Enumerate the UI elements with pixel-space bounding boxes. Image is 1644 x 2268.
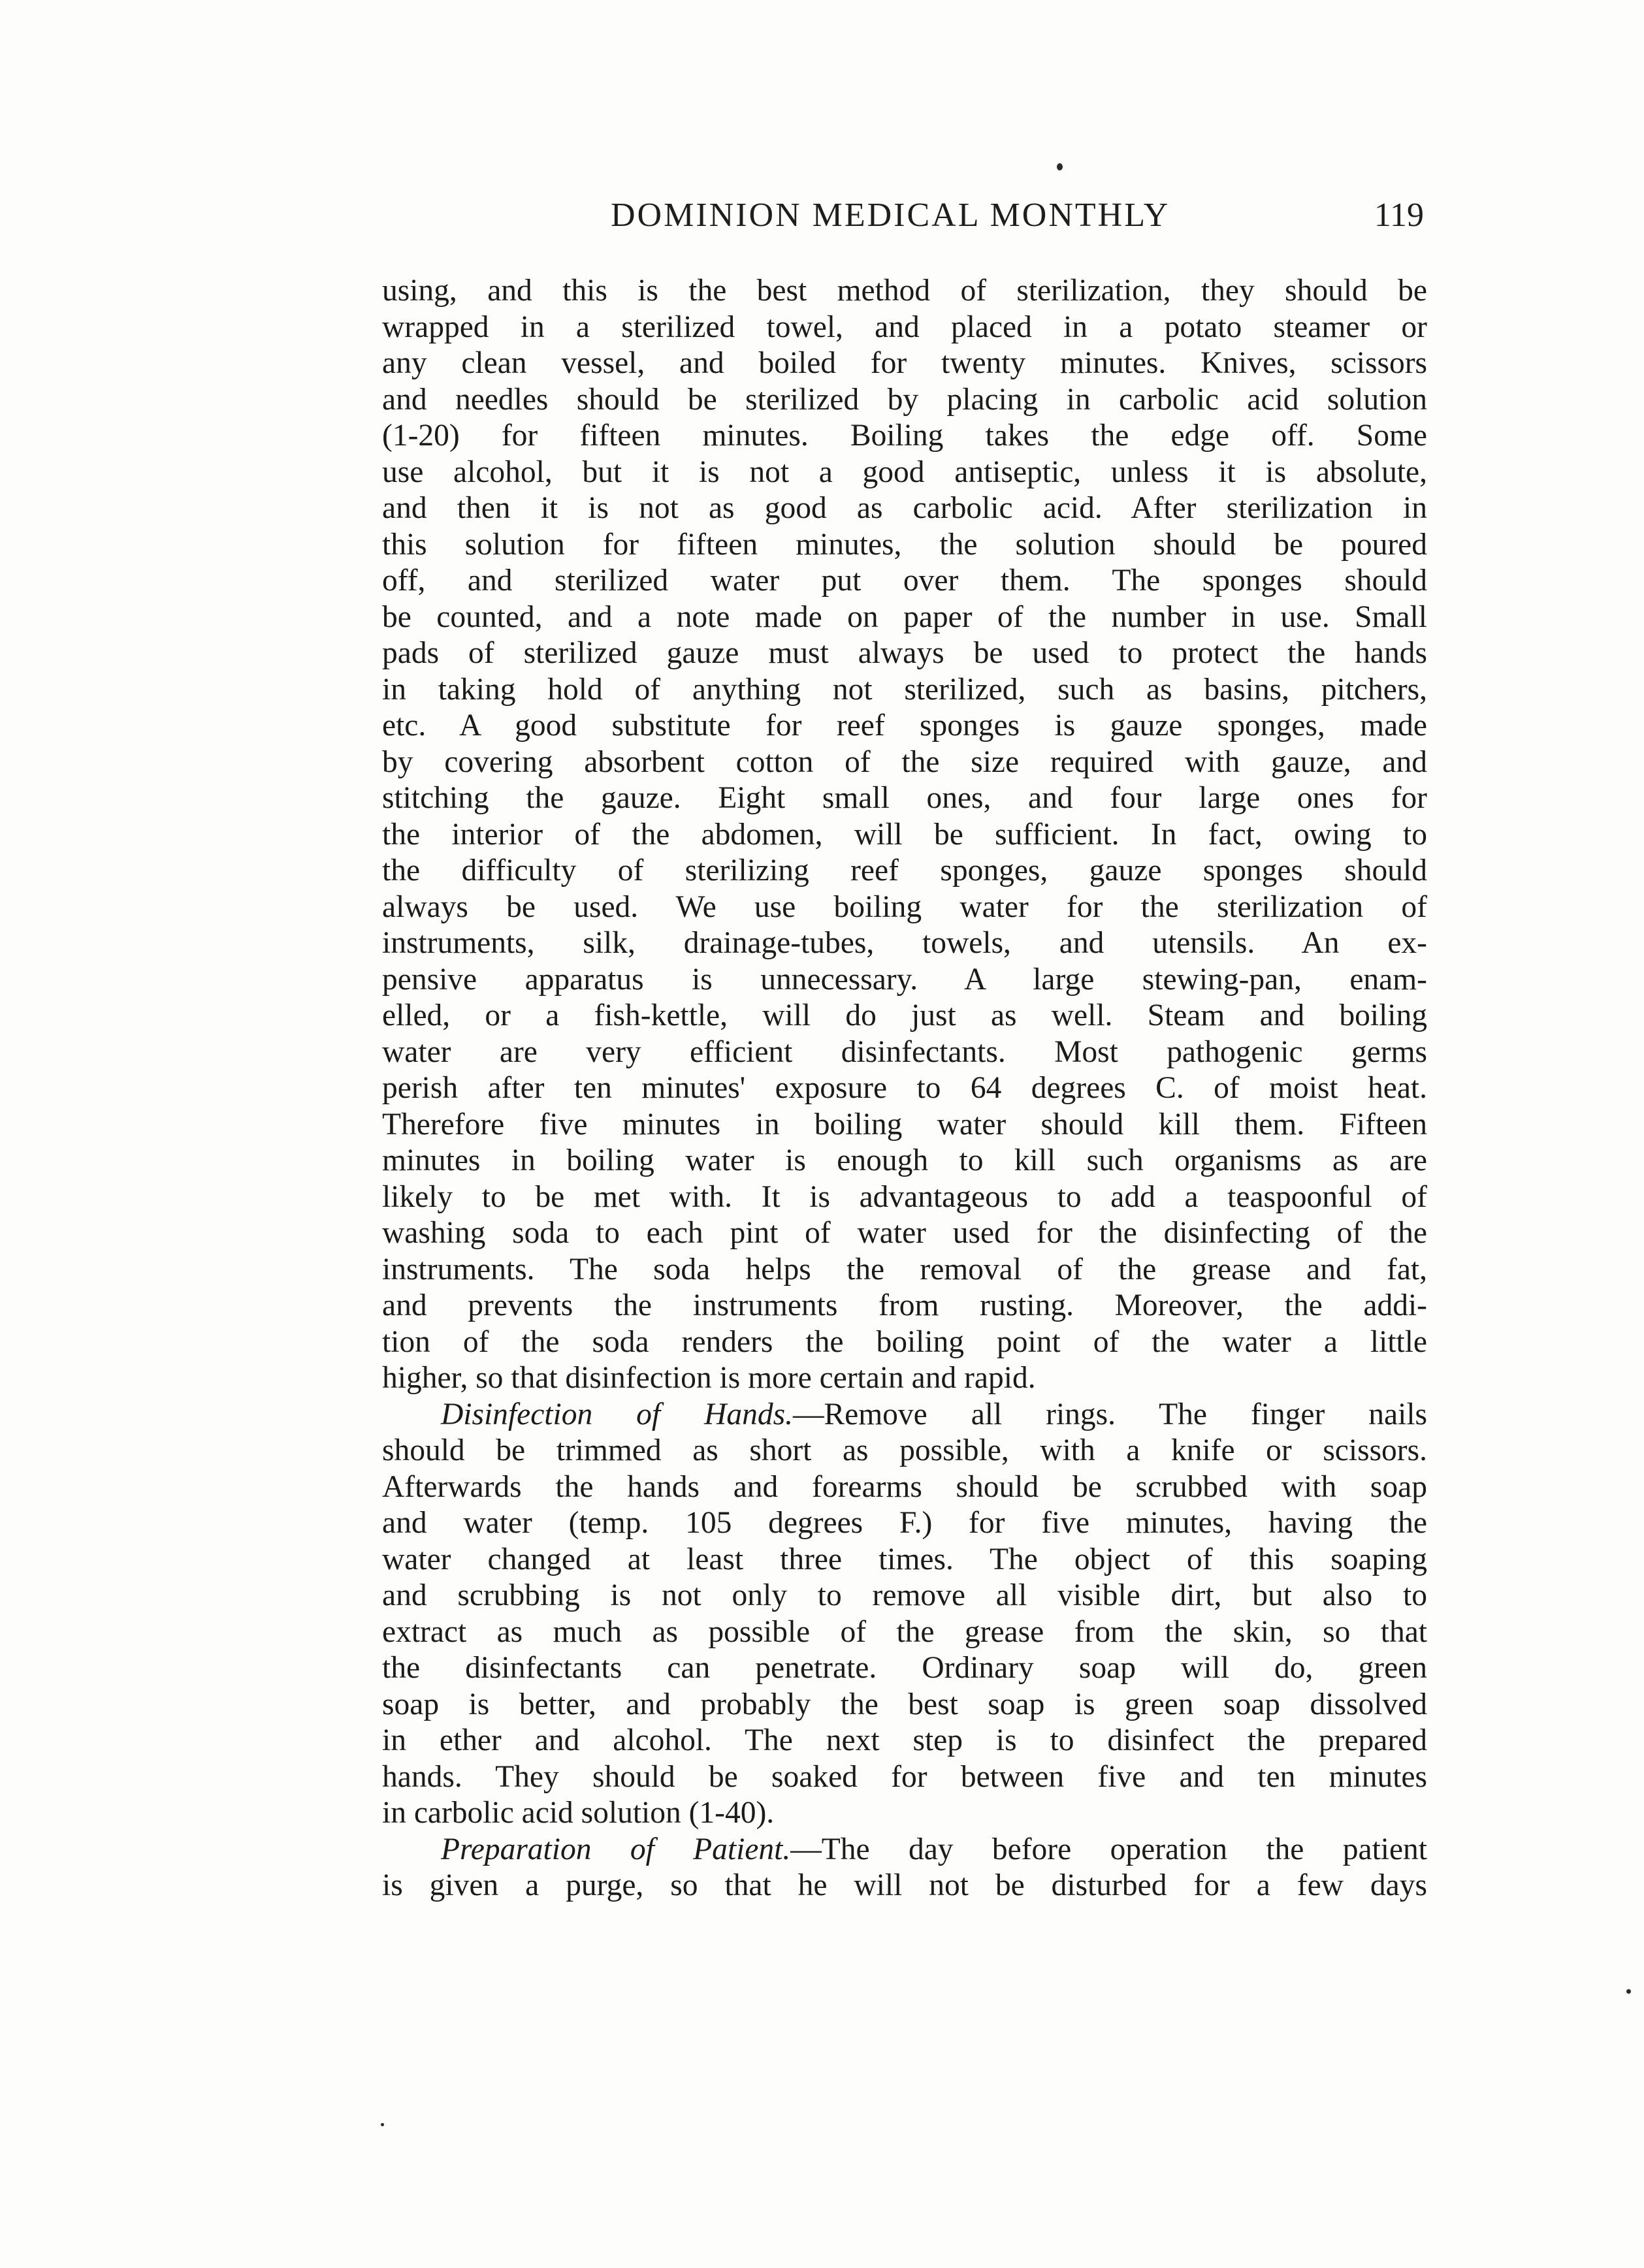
page-number: 119 [1374,197,1424,234]
text-line-content: hands. They should be soaked for between five and ten minutes [382,1759,1427,1794]
text-line-content: is given a purge, so that he will not be disturbed for a few days [382,1868,1427,1902]
text-line-content: etc. A good substitute for reef sponges is gauze sponges, made [382,709,1427,743]
text-line-content: —The day before operation the patient [790,1832,1427,1866]
text-line [382,853,1427,889]
text-line-content: and prevents the instruments from rusting. Moreover, the addi- [382,1288,1427,1322]
section-heading: Disinfection of Hands. [441,1397,793,1431]
text-line [382,1469,1427,1506]
text-line-content: pensive apparatus is unnecessary. A large stewing-pan, enam- [382,962,1427,997]
text-line [382,1070,1427,1107]
text-line-content: likely to be met with. It is advantageous to add a teaspoonful of [382,1179,1427,1214]
text-line-content: using, and this is the best method of sterilization, they should be [382,274,1427,308]
text-line [382,1360,1427,1397]
text-line-content: (1-20) for fifteen minutes. Boiling takes the edge off. Some [382,419,1427,453]
text-line [382,1107,1427,1143]
text-line [382,345,1427,382]
text-line-content: higher, so that disinfection is more certain and rapid. [382,1361,1036,1395]
text-line-content: wrapped in a sterilized towel, and placed in a potato steamer or [382,310,1427,344]
text-line-content: stitching the gauze. Eight small ones, and four large ones for [382,781,1427,815]
text-line [382,780,1427,817]
text-line-content: in carbolic acid solution (1-40). [382,1796,775,1830]
text-line-content: and water (temp. 105 degrees F.) for five minutes, having the [382,1506,1427,1540]
text-line [382,1034,1427,1071]
text-line [382,1723,1427,1759]
text-line-content: in taking hold of anything not sterilized, such as basins, pitchers, [382,672,1427,707]
text-line [382,817,1427,854]
text-line [382,1288,1427,1324]
text-line [382,962,1427,998]
text-line [382,490,1427,527]
ink-speck-right [1626,1989,1631,1994]
text-line-content: elled, or a fish-kettle, will do just as well. Steam and boiling [382,998,1427,1032]
text-line-content: tion of the soda renders the boiling point of the water a little [382,1324,1427,1359]
text-line-content: Afterwards the hands and forearms should be scrubbed with soap [382,1469,1427,1504]
text-line [382,527,1427,564]
text-line-content: and scrubbing is not only to remove all visible dirt, but also to [382,1578,1427,1612]
text-line-content: use alcohol, but it is not a good antiseptic, unless it is absolute, [382,455,1427,489]
text-line-content: instruments, silk, drainage-tubes, towels, and utensils. An ex- [382,926,1427,960]
text-line [382,672,1427,709]
text-line [382,599,1427,636]
text-line [382,635,1427,672]
ink-speck-top [1057,163,1063,170]
text-line-content: Therefore five minutes in boiling water should kill them. Fifteen [382,1107,1427,1142]
text-line-content: should be trimmed as short as possible, with a knife or scissors. [382,1433,1427,1467]
text-line-content: soap is better, and probably the best soap is green soap dissolved [382,1687,1427,1721]
ink-speck-bottom-left [381,2123,384,2126]
text-line-content: water are very efficient disinfectants. Most pathogenic germs [382,1034,1427,1069]
text-line-content: washing soda to each pint of water used for the disinfecting of the [382,1216,1427,1250]
text-line [382,1650,1427,1687]
section-heading: Preparation of Patient. [441,1832,791,1866]
text-line-content: minutes in boiling water is enough to kill such organisms as are [382,1143,1427,1177]
text-line [382,310,1427,346]
text-line [382,1143,1427,1179]
text-line-content: the difficulty of sterilizing reef sponges, gauze sponges should [382,854,1427,887]
text-line [382,273,1427,310]
text-line-content: in ether and alcohol. The next step is to disinfect the prepared [382,1723,1427,1757]
text-line [382,1252,1427,1288]
journal-title: DOMINION MEDICAL MONTHLY [611,197,1170,234]
text-line-content: water changed at least three times. The object of this soaping [382,1542,1427,1576]
text-line-content: by covering absorbent cotton of the size required with gauze, and [382,744,1427,779]
text-line [382,708,1427,744]
text-line-content: and needles should be sterilized by placing in carbolic acid solution [382,382,1427,417]
text-line [382,744,1427,781]
text-line [382,1324,1427,1361]
running-head [382,196,1424,248]
text-line [382,1433,1427,1469]
text-line [382,1795,1427,1832]
text-line [382,1759,1427,1796]
text-line-content: the interior of the abdomen, will be sufficient. In fact, owing to [382,817,1427,852]
text-line-content: this solution for fifteen minutes, the solution should be poured [382,527,1427,562]
text-line [382,1687,1427,1723]
text-line [382,1542,1427,1578]
text-line-content: instruments. The soda helps the removal of the grease and fat, [382,1252,1427,1286]
text-line [382,1397,1427,1433]
text-line [382,1215,1427,1252]
text-line-content: off, and sterilized water put over them. The sponges should [382,564,1427,598]
text-line [382,455,1427,491]
text-line [382,563,1427,599]
text-line [382,1578,1427,1614]
text-line [382,925,1427,962]
text-line-content: extract as much as possible of the grease from the skin, so that [382,1614,1427,1649]
text-line [382,889,1427,926]
text-line [382,418,1427,455]
text-line-content: the disinfectants can penetrate. Ordinary soap will do, green [382,1651,1427,1685]
text-line-content: pads of sterilized gauze must always be used to protect the hands [382,636,1427,670]
text-line-content: perish after ten minutes' exposure to 64 degrees C. of moist heat. [382,1071,1427,1105]
text-line [382,382,1427,419]
text-line-content: and then it is not as good as carbolic acid. After sterilization in [382,491,1427,525]
text-line [382,1505,1427,1542]
text-line-content: —Remove all rings. The finger nails [792,1397,1427,1431]
text-line-content: always be used. We use boiling water for the sterilization of [382,889,1427,924]
text-line-content: be counted, and a note made on paper of the number in use. Small [382,599,1427,634]
text-line [382,998,1427,1034]
text-line-content: any clean vessel, and boiled for twenty minutes. Knives, scissors [382,346,1427,380]
text-line [382,1614,1427,1651]
article-body-text [382,273,1427,1904]
text-line [382,1179,1427,1216]
text-line [382,1832,1427,1868]
text-line [382,1868,1427,1904]
